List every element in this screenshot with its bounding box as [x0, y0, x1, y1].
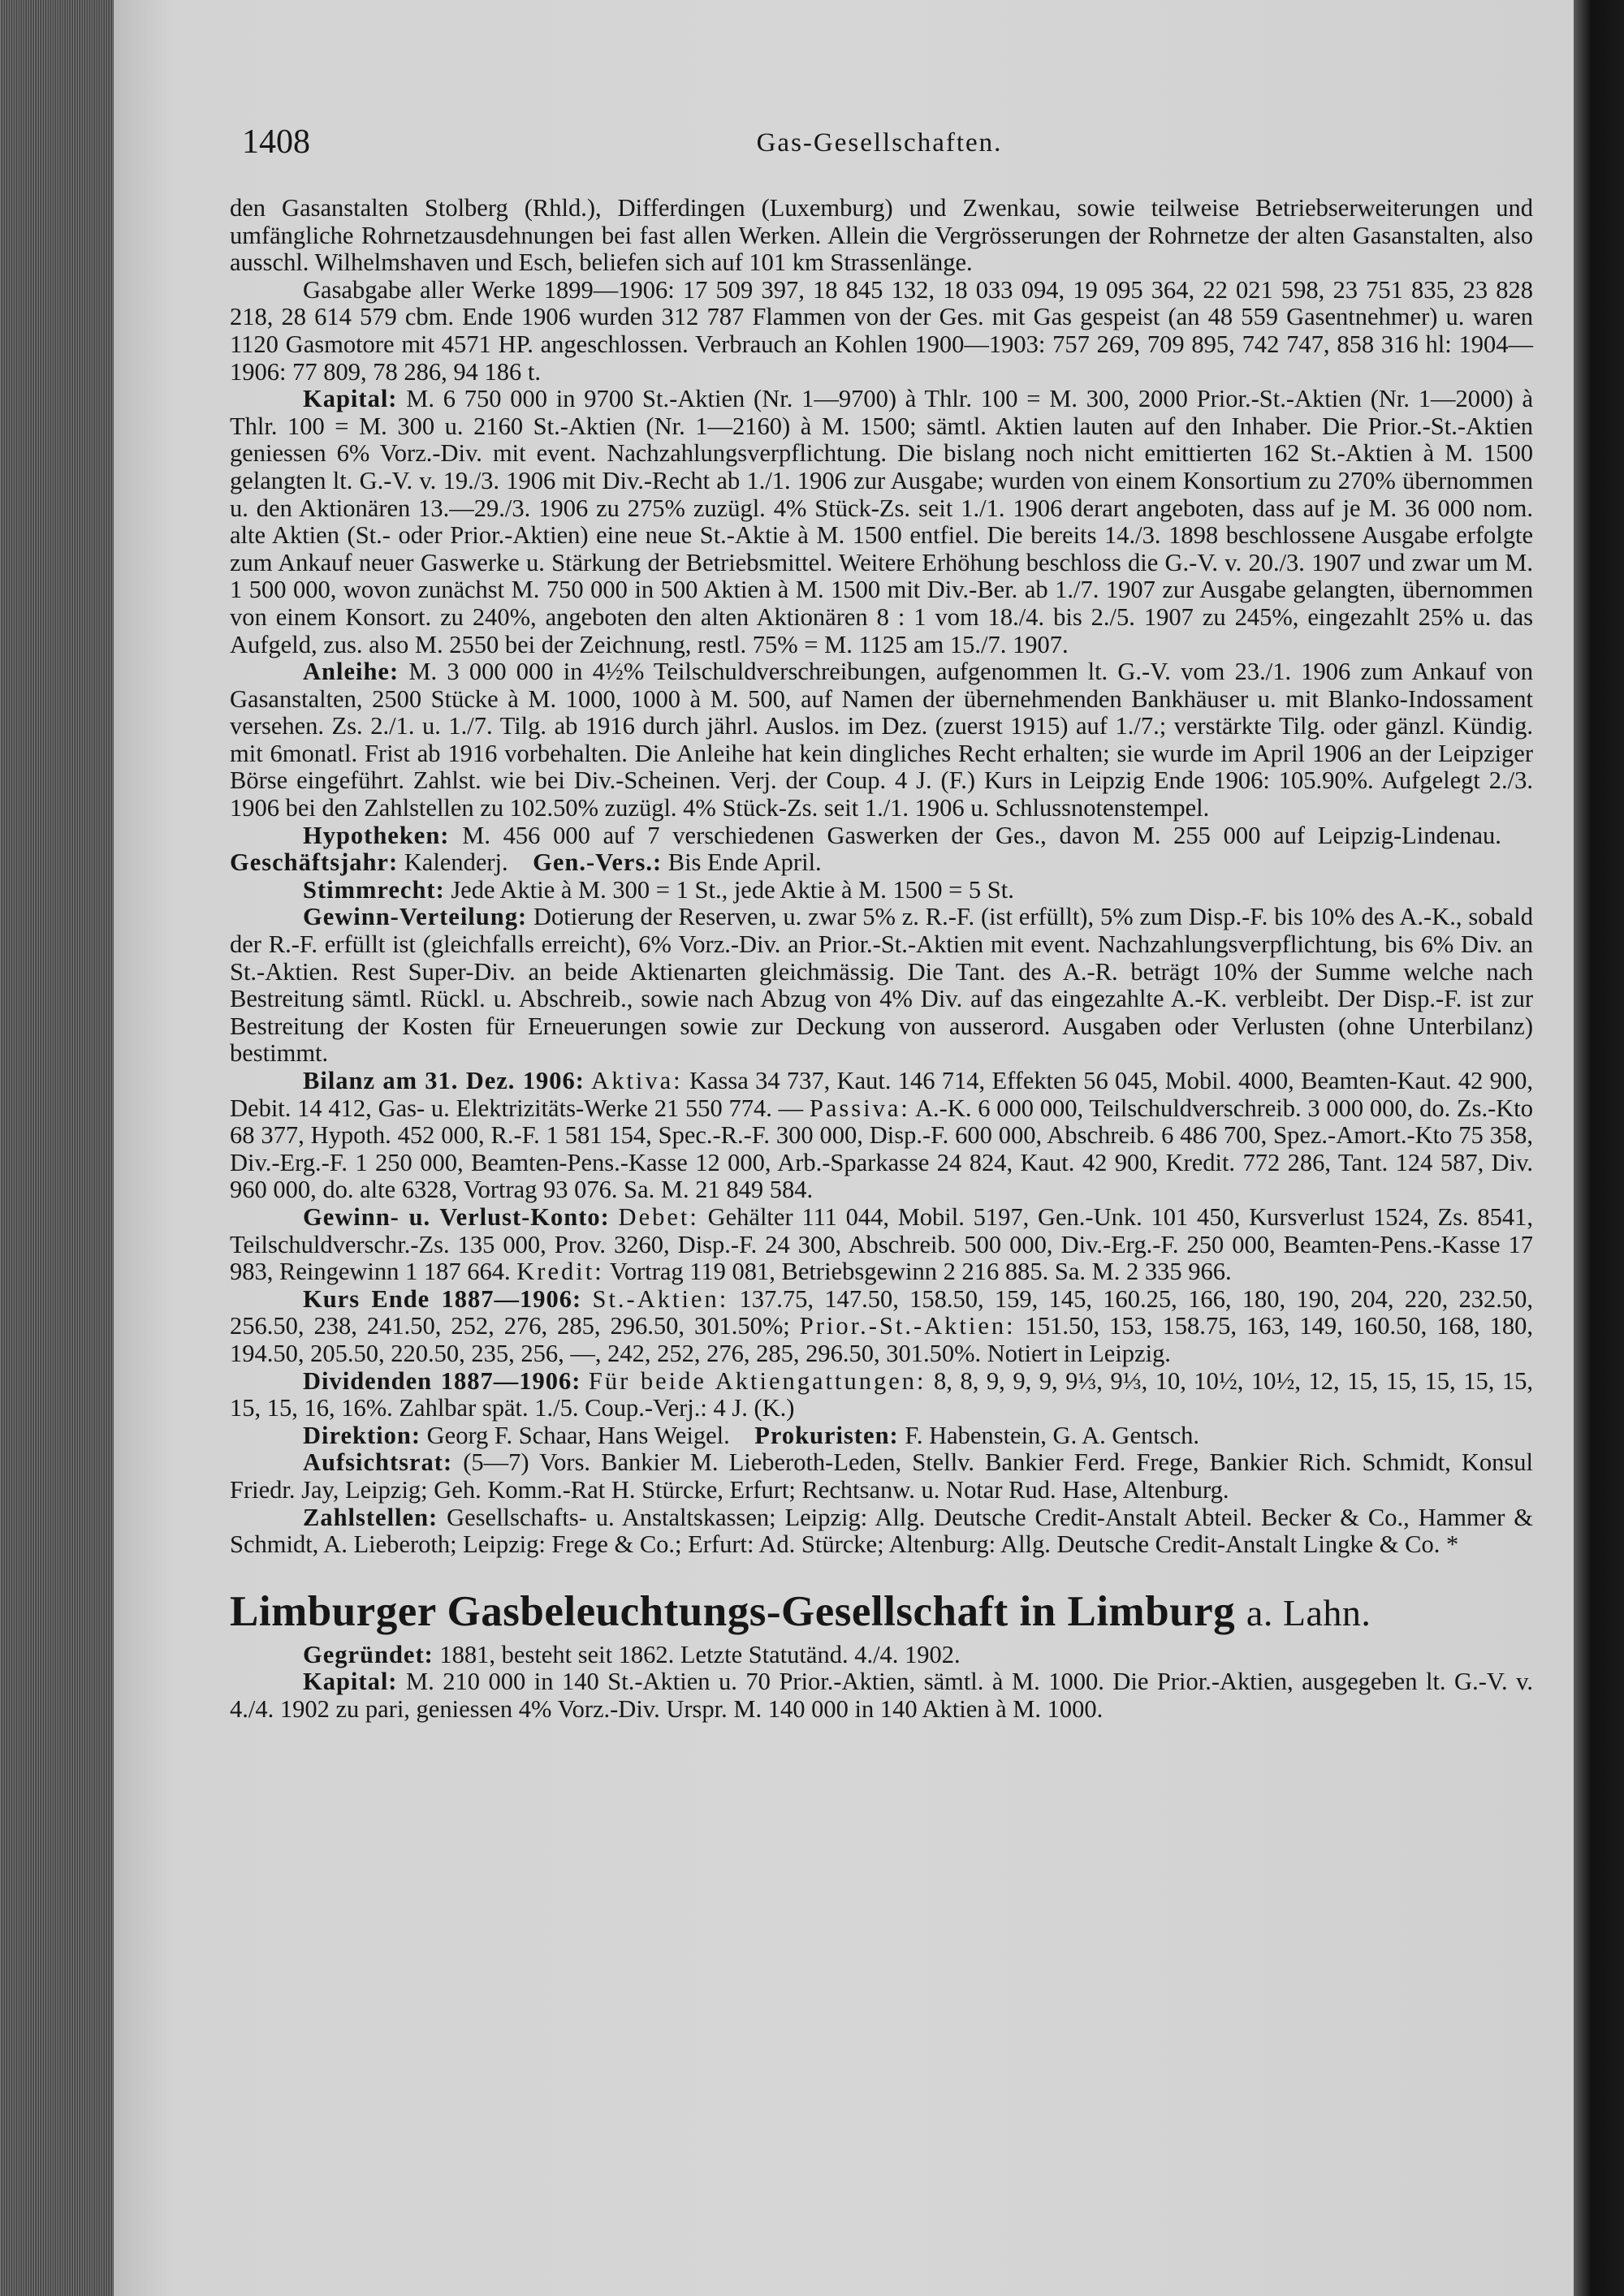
running-title: Gas-Gesellschaften. [756, 128, 1003, 158]
guv-debet-text: Gehälter 111 044, Mobil. 5197, Gen.-Unk. 101 450, Kursverlust 1524, Zs. 8541, Teilschuldverschr.-Zs. 135 000, Prov. 3260, Disp.-F. 24 300, Abschreib. 500 000, Div.-Erg.-F. 250 000, Beamten-Pens.-Kasse 17 983, Reingewinn 1 187 664. [230, 1202, 1534, 1286]
company-kapital-section [230, 1668, 1533, 1723]
direktion-label: Direktion: [303, 1421, 421, 1449]
anleihe-text: M. 3 000 000 in 4½% Teilschuldverschreibungen, aufgenommen lt. G.-V. vom 23./1. 1906 zum Ankauf von Gasanstalten, 2500 Stücke à M. 1000, 1000 à M. 500, auf Namen der übernehmenden Bankhäuser u. mit Blanko-Indossament versehen. Zs. 2./1. u. 1./7. Tilg. ab 1916 durch jährl. Auslos. im Dez. (zuerst 1915) auf 1./7.; verstärkte Tilg. oder gänzl. Kündig. mit 6monatl. Frist ab 1916 vorbehalten. Die Anleihe hat kein dingliches Recht erhalten; sie wurde im April 1906 an der Leipziger Börse eingeführt. Zahlst. wie bei Div.-Scheinen. Verj. der Coup. 4 J. (F.) Kurs in Leipzig Ende 1906: 105.90%. Aufgelegt 2./3. 1906 bei den Zahlstellen zu 102.50% zuzügl. 4% Stück-Zs. seit 1./1. 1906 u. Schlussnotenstempel. [230, 658, 1534, 822]
bilanz-passiva-label: Passiva: [809, 1094, 910, 1122]
company-title [230, 1588, 1533, 1637]
kurs-st-label: St.-Aktien: [592, 1284, 729, 1313]
prokuristen-text: F. Habenstein, G. A. Gentsch. [905, 1421, 1199, 1449]
gegruendet-label: Gegründet: [303, 1640, 434, 1668]
hypotheken-section [230, 822, 1533, 877]
gegruendet-text: 1881, besteht seit 1862. Letzte Statutänd. 4./4. 1902. [439, 1640, 961, 1668]
gewinn-verteilung-section [230, 904, 1533, 1068]
prokuristen-label: Prokuristen: [754, 1421, 899, 1449]
geschaeftsjahr-text: Kalenderj. [404, 848, 508, 877]
guv-kredit-text: Vortrag 119 081, Betriebsgewinn 2 216 885. Sa. M. 2 335 966. [609, 1258, 1232, 1286]
genvers-label: Gen.-Vers.: [533, 848, 663, 877]
bilanz-aktiva-label: Aktiva: [591, 1067, 683, 1094]
bilanz-passiva-text: A.-K. 6 000 000, Teilschuldverschreib. 3 000 000, do. Zs.-Kto 68 377, Hypoth. 452 000, R.-F. 1 581 154, Spec.-R.-F. 300 000, Disp.-F. 600 000, Abschreib. 6 486 700, Spez.-Amort.-Kto 75 358, Div.-Erg.-F. 1 250 000, Beamten-Pens.-Kasse 12 000, Arb.-Sparkasse 24 824, Kaut. 42 900, Kredit. 772 286, Tant. 124 587, Div. 960 000, do. alte 6328, Vortrag 93 076. Sa. M. 21 849 584. [230, 1094, 1534, 1204]
direktion-section [230, 1422, 1533, 1450]
kurs-st-text: 137.75, 147.50, 158.50, 159, 145, 160.25, 166, 180, 190, 204, 220, 232.50, 256.50, 238, 241.50, 252, 276, 285, 296.50, 301.50%; [230, 1284, 1534, 1340]
zahlstellen-text: Gesellschafts- u. Anstaltskassen; Leipzig: Allg. Deutsche Credit-Anstalt Abteil. Becker & Co., Hammer & Schmidt, A. Lieberoth; Leipzig: Frege & Co.; Erfurt: Ad. Stürcke; Altenburg: Allg. Deutsche Credit-Anstalt Lingke & Co. * [230, 1503, 1533, 1559]
direktion-text: Georg F. Schaar, Hans Weigel. [426, 1421, 730, 1449]
kurs-section [230, 1286, 1533, 1368]
zahlstellen-label: Zahlstellen: [303, 1503, 438, 1531]
company-title-main: Limburger Gasbeleuchtungs-Gesellschaft in Limburg [230, 1587, 1236, 1635]
aufsichtsrat-text: (5—7) Vors. Bankier M. Lieberoth-Leden, Stellv. Bankier Ferd. Frege, Bankier Rich. Schmidt, Konsul Friedr. Jay, Leipzig; Geh. Komm.-Rat H. Stürcke, Erfurt; Rechtsanw. u. Notar Rud. Hase, Altenburg. [230, 1448, 1534, 1504]
gewinn-verteilung-label: Gewinn-Verteilung: [303, 903, 528, 931]
scan-border [1574, 0, 1624, 2296]
kapital-section [230, 386, 1533, 658]
stimmrecht-text: Jede Aktie à M. 300 = 1 St., jede Aktie à M. 1500 = 5 St. [451, 875, 1014, 904]
kurs-prior-label: Prior.-St.-Aktien: [799, 1312, 1016, 1340]
zahlstellen-section [230, 1504, 1533, 1559]
stimmrecht-label: Stimmrecht: [303, 875, 445, 904]
kapital-label: Kapital: [303, 385, 398, 413]
gewinn-verteilung-text: Dotierung der Reserven, u. zwar 5% z. R.-F. (ist erfüllt), 5% zum Disp.-F. bis 10% des A.-K., sobald der R.-F. erfüllt ist (gleichfalls erreicht), 6% Vorz.-Div. an Prior.-St.-Aktien mit event. Nachzahlungsverpflichtung, bis 6% Div. an St.-Aktien. Rest Super-Div. an beide Aktienarten gleichmässig. Die Tant. des A.-R. beträgt 10% der Summe welche nach Bestreitung sämtl. Rückl. u. Abschreib., sowie nach Abzug von 4% Div. auf das eingezahlte A.-K. verbleibt. Der Disp.-F. ist zur Bestreitung der Kosten für Erneuerungen sowie zur Deckung von ausserord. Ausgaben oder Verlusten (ohne Unterbilanz) bestimmt. [230, 903, 1533, 1068]
kurs-label: Kurs Ende 1887—1906: [303, 1284, 582, 1313]
stimmrecht-section [230, 877, 1533, 904]
gegruendet-section [230, 1642, 1533, 1669]
guv-label: Gewinn- u. Verlust-Konto: [303, 1202, 610, 1231]
geschaeftsjahr-label: Geschäftsjahr: [230, 848, 399, 877]
book-page-edges [0, 0, 114, 2296]
company-title-suffix: a. Lahn. [1246, 1591, 1371, 1634]
guv-section [230, 1204, 1533, 1286]
gas-output-paragraph: Gasabgabe aller Werke 1899—1906: 17 509 397, 18 845 132, 18 033 094, 19 095 364, 22 021 598, 23 751 835, 23 828 218, 28 614 579 cbm. Ende 1906 wurden 312 787 Flammen von der Ges. mit Gas gespeist (an 48 559 Gasentnehmer) u. waren 1120 Gasmotore mit 4571 HP. angeschlossen. Verbrauch an Kohlen 1900—1903: 757 269, 709 895, 742 747, 858 316 hl: 1904—1906: 77 809, 78 286, 94 186 t. [230, 275, 1533, 386]
anleihe-section [230, 658, 1533, 822]
dividenden-intro: Für beide Aktiengattungen: [588, 1366, 926, 1395]
genvers-text: Bis Ende April. [667, 848, 822, 877]
bilanz-label: Bilanz am 31. Dez. 1906: [303, 1067, 585, 1094]
kapital-text: M. 6 750 000 in 9700 St.-Aktien (Nr. 1—9700) à Thlr. 100 = M. 300, 2000 Prior.-St.-Aktien (Nr. 1—2000) à Thlr. 100 = M. 300 u. 2160 St.-Aktien (Nr. 1—2160) à M. 1500; sämtl. Aktien lauten auf den Inhaber. Die Prior.-St.-Aktien geniessen 6% Vorz.-Div. mit event. Nachzahlungsverpflichtung. Die bislang noch nicht emittierten 162 St.-Aktien à M. 1500 gelangten lt. G.-V. v. 19./3. 1906 mit Div.-Recht ab 1./1. 1906 zur Ausgabe; wurden von einem Konsortium zu 270% übernommen u. den Aktionären 13.—29./3. 1906 zu 275% zuzügl. 4% Stück-Zs. seit 1./1. 1906 derart angeboten, dass auf je M. 36 000 nom. alte Aktien (St.- oder Prior.-Aktien) eine neue St.-Aktie à M. 1500 entfiel. Die bereits 14./3. 1898 beschlossene Ausgabe erfolgte zum Ankauf neuer Gaswerke u. Stärkung der Betriebsmittel. Weitere Erhöhung beschloss die G.-V. v. 20./3. 1907 und zwar um M. 1 500 000, wovon zunächst M. 750 000 in 500 Aktien à M. 1500 mit Div.-Ber. ab 1./7. 1907 zur Ausgabe gelangten, übernommen von einem Konsort. zu 240%, angeboten den alten Aktionären 8 : 1 vom 18./4. bis 2./5. 1907 zu 245%, eingezahlt 25% u. das Aufgeld, zus. also M. 2550 bei der Zeichnung, restl. 75% = M. 1125 am 15./7. 1907. [230, 385, 1534, 658]
dividenden-text: 8, 8, 9, 9, 9, 9⅓, 9⅓, 10, 10½, 10½, 12, 15, 15, 15, 15, 15, 15, 15, 16, 16%. Zahlbar spät. 1./5. Coup.-Verj.: 4 J. (K.) [230, 1366, 1533, 1422]
aufsichtsrat-section [230, 1449, 1533, 1504]
guv-kredit-label: Kredit: [516, 1258, 604, 1286]
company-kapital-label: Kapital: [303, 1668, 398, 1696]
hypotheken-label: Hypotheken: [303, 821, 450, 849]
bilanz-section [230, 1068, 1533, 1204]
page-content [230, 195, 1533, 1723]
dividenden-section [230, 1368, 1533, 1422]
hypotheken-text: M. 456 000 auf 7 verschiedenen Gaswerken der Ges., davon M. 255 000 auf Leipzig-Lindenau. [462, 821, 1501, 849]
aufsichtsrat-label: Aufsichtsrat: [303, 1448, 453, 1477]
page-number: 1408 [242, 123, 310, 161]
company-kapital-text: M. 210 000 in 140 St.-Aktien u. 70 Prior.-Aktien, sämtl. à M. 1000. Die Prior.-Aktien, ausgegeben lt. G.-V. v. 4./4. 1902 zu pari, geniessen 4% Vorz.-Div. Urspr. M. 140 000 in 140 Aktien à M. 1000. [230, 1668, 1533, 1723]
bilanz-aktiva-text: Kassa 34 737, Kaut. 146 714, Effekten 56 045, Mobil. 4000, Beamten-Kaut. 42 900, Debit. 14 412, Gas- u. Elektrizitäts-Werke 21 550 774. — [230, 1067, 1533, 1122]
intro-paragraph: den Gasanstalten Stolberg (Rhld.), Differdingen (Luxemburg) und Zwenkau, sowie teilweise Betriebserweiterungen und umfängliche Rohrnetzausdehnungen bei fast allen Werken. Allein die Vergrösserungen der Rohrnetze der alten Gasanstalten, also ausschl. Wilhelmshaven und Esch, beliefen sich auf 101 km Strassenlänge. [230, 194, 1533, 277]
kurs-prior-text: 151.50, 153, 158.75, 163, 149, 160.50, 168, 180, 194.50, 205.50, 220.50, 235, 256, —, 242, 252, 276, 285, 296.50, 301.50%. Notiert in Leipzig. [230, 1312, 1534, 1367]
dividenden-label: Dividenden 1887—1906: [303, 1366, 581, 1395]
guv-debet-label: Debet: [618, 1202, 699, 1231]
page-header [242, 122, 1517, 162]
anleihe-label: Anleihe: [303, 658, 400, 686]
